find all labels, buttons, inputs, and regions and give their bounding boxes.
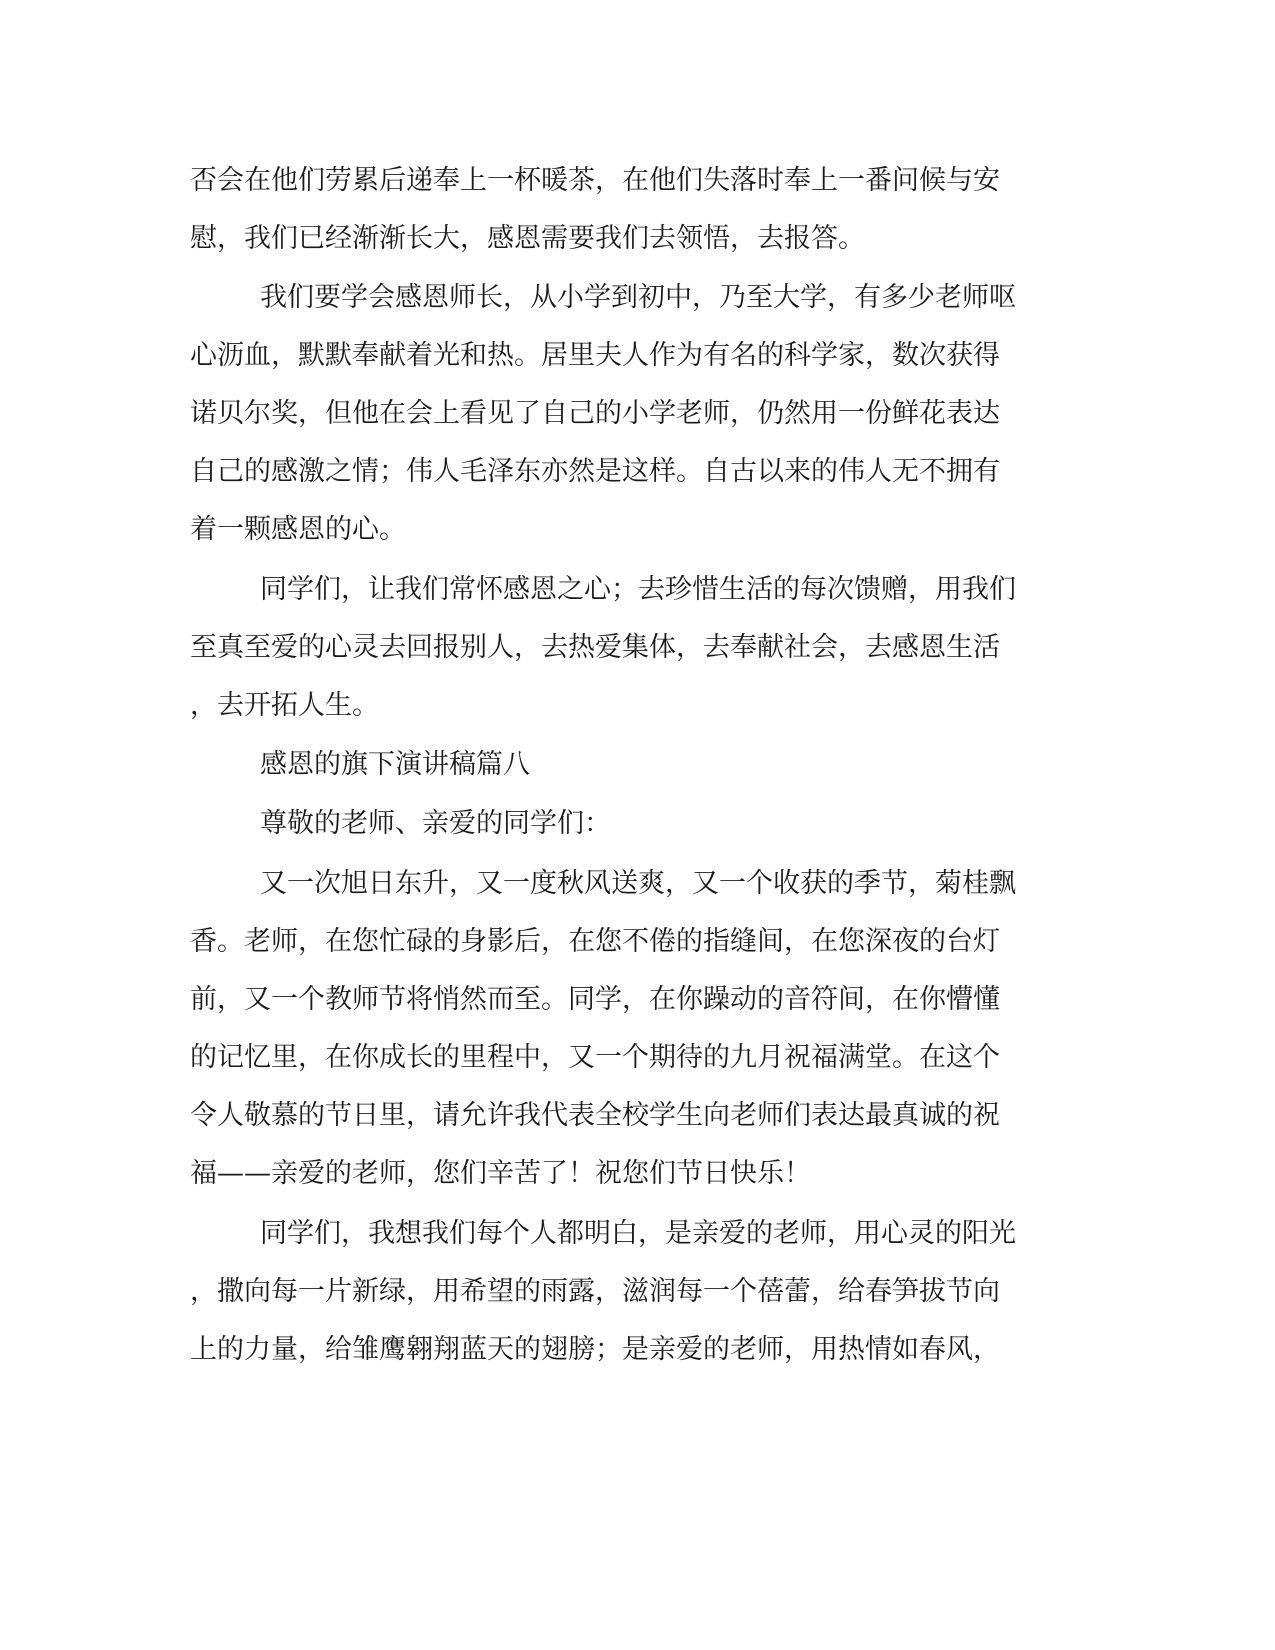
- text-line: 令人敬慕的节日里，请允许我代表全校学生向老师们表达最真诚的祝: [190, 1100, 1000, 1131]
- text-line: 香。老师，在您忙碌的身影后，在您不倦的指缝间，在您深夜的台灯: [190, 926, 1000, 957]
- text-line: 诺贝尔奖，但他在会上看见了自己的小学老师，仍然用一份鲜花表达: [190, 398, 1000, 429]
- paragraph-start-line: 同学们，让我们常怀感恩之心；去珍惜生活的每次馈赠，用我们: [260, 574, 1016, 605]
- text-line: 否会在他们劳累后递奉上一杯暖茶，在他们失落时奉上一番问候与安: [190, 165, 1000, 196]
- text-line: 上的力量，给雏鹰翱翔蓝天的翅膀；是亲爱的老师，用热情如春风，: [190, 1334, 1000, 1365]
- text-line: 福——亲爱的老师，您们辛苦了！祝您们节日快乐！: [190, 1158, 811, 1189]
- paragraph-start-line: 又一次旭日东升，又一度秋风送爽，又一个收获的季节，菊桂飘: [260, 868, 1016, 899]
- text-line: 至真至爱的心灵去回报别人，去热爱集体，去奉献社会，去感恩生活: [190, 632, 1000, 663]
- text-line: ，撒向每一片新绿，用希望的雨露，滋润每一个蓓蕾，给春笋拔节向: [190, 1276, 1000, 1307]
- text-line: 心沥血，默默奉献着光和热。居里夫人作为有名的科学家，数次获得: [190, 340, 1000, 371]
- text-line: 慰，我们已经渐渐长大，感恩需要我们去领悟，去报答。: [190, 223, 865, 254]
- section-heading: 感恩的旗下演讲稿篇八: [260, 749, 530, 780]
- text-line: 自己的感激之情；伟人毛泽东亦然是这样。自古以来的伟人无不拥有: [190, 456, 1000, 487]
- text-line: 的记忆里，在你成长的里程中，又一个期待的九月祝福满堂。在这个: [190, 1042, 1000, 1073]
- text-line: ，去开拓人生。: [190, 690, 379, 721]
- paragraph-start-line: 我们要学会感恩师长，从小学到初中，乃至大学，有多少老师呕: [260, 282, 1016, 313]
- paragraph-start-line: 同学们，我想我们每个人都明白，是亲爱的老师，用心灵的阳光: [260, 1218, 1016, 1249]
- salutation: 尊敬的老师、亲爱的同学们：: [260, 808, 611, 839]
- text-line: 着一颗感恩的心。: [190, 514, 406, 545]
- text-line: 前，又一个教师节将悄然而至。同学，在你躁动的音符间，在你懵懂: [190, 984, 1000, 1015]
